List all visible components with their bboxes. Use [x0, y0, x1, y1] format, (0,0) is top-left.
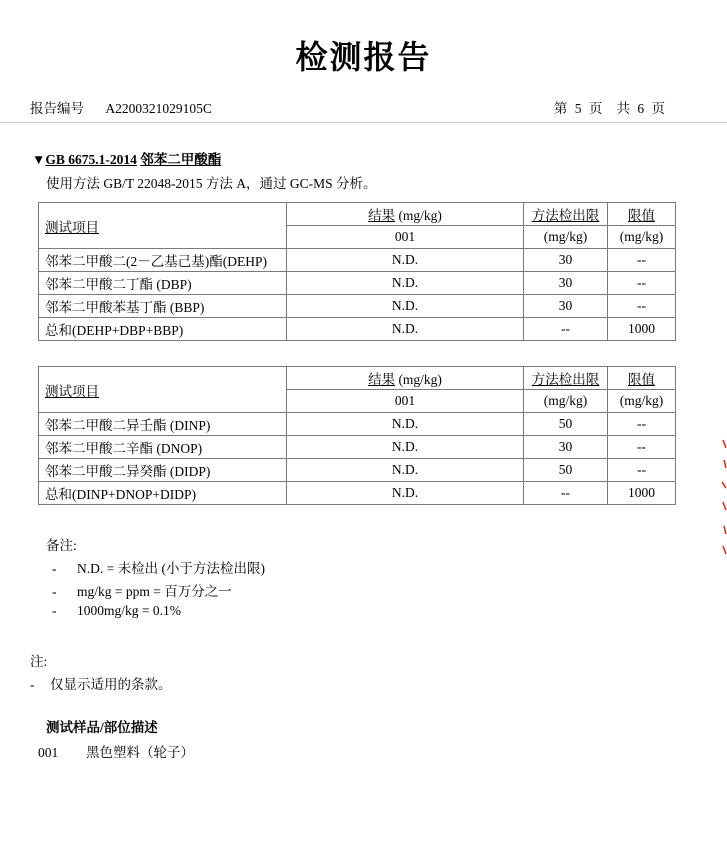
row-limit: --: [608, 295, 676, 318]
section-marker-icon: ▼: [32, 152, 46, 167]
table-row: [39, 459, 676, 482]
header-mdl-unit: (mg/kg): [524, 390, 608, 413]
row-limit: --: [608, 436, 676, 459]
table-row-total: [39, 482, 676, 505]
header-mdl: 方法检出限: [524, 367, 608, 390]
row-mdl: --: [524, 318, 608, 341]
seal-stamp-fragment: [717, 438, 727, 558]
report-number-label: 报告编号: [30, 101, 84, 116]
note-text: mg/kg = ppm = 百万分之一: [77, 584, 232, 599]
section-method: 使用方法 GB/T 22048-2015 方法 A，通过 GC-MS 分析。: [46, 176, 377, 191]
report-number: [30, 97, 212, 117]
row-item: 邻苯二甲酸二辛酯 (DNOP): [39, 436, 287, 459]
note-text: 1000mg/kg = 0.1%: [77, 603, 181, 618]
row-mdl: 30: [524, 295, 608, 318]
header-result: 结果 (mg/kg): [287, 367, 524, 390]
header-limit-unit: (mg/kg): [608, 390, 676, 413]
header-sample-id: 001: [287, 390, 524, 413]
row-limit: --: [608, 459, 676, 482]
remark-dash: -: [30, 677, 35, 692]
row-result: N.D.: [287, 295, 524, 318]
notes-title: 备注:: [46, 538, 77, 553]
section-standard: GB 6675.1-2014: [45, 152, 137, 167]
page-prefix: 第: [553, 101, 568, 116]
sample-id: 001: [38, 745, 59, 760]
page-total-prefix: 共: [616, 101, 630, 116]
sample-row: [38, 741, 194, 761]
row-item: 总和(DEHP+DBP+BBP): [39, 318, 287, 341]
row-mdl: 30: [524, 272, 608, 295]
report-title: 检测报告: [295, 38, 432, 76]
note-dash: -: [52, 584, 57, 599]
row-result: N.D.: [287, 318, 524, 341]
note-dash: -: [52, 561, 57, 576]
row-mdl: --: [524, 482, 608, 505]
row-item: 邻苯二甲酸二异壬酯 (DINP): [39, 413, 287, 436]
remark-item: [30, 673, 172, 693]
header-limit-unit: (mg/kg): [608, 226, 676, 249]
row-mdl: 30: [524, 436, 608, 459]
row-item: 邻苯二甲酸二异癸酯 (DIDP): [39, 459, 287, 482]
report-number-value: A2200321029105C: [105, 101, 212, 116]
note-item: [52, 557, 265, 577]
table-row: [39, 436, 676, 459]
row-result: N.D.: [287, 249, 524, 272]
page-indicator: [552, 97, 667, 117]
table-row-total: [39, 318, 676, 341]
results-table-1: [38, 202, 676, 341]
table-row: [39, 272, 676, 295]
row-result: N.D.: [287, 413, 524, 436]
page-total-unit: 页: [651, 101, 665, 116]
section-name: 邻苯二甲酸酯: [140, 152, 222, 167]
note-dash: -: [52, 603, 57, 618]
note-item: [52, 580, 232, 600]
section-heading: [32, 148, 221, 168]
row-limit: --: [608, 272, 676, 295]
header-mdl: 方法检出限: [524, 203, 608, 226]
row-mdl: 30: [524, 249, 608, 272]
note-text: N.D. = 未检出 (小于方法检出限): [77, 561, 265, 576]
header-result: 结果 (mg/kg): [287, 203, 524, 226]
row-result: N.D.: [287, 482, 524, 505]
row-item: 邻苯二甲酸二(2－乙基己基)酯(DEHP): [39, 249, 287, 272]
header-item: 测试项目: [39, 367, 287, 413]
row-result: N.D.: [287, 436, 524, 459]
row-limit: --: [608, 249, 676, 272]
header-sample-id: 001: [287, 226, 524, 249]
header-mdl-unit: (mg/kg): [524, 226, 608, 249]
row-mdl: 50: [524, 459, 608, 482]
table-row: [39, 295, 676, 318]
header-limit: 限值: [608, 367, 676, 390]
header-limit: 限值: [608, 203, 676, 226]
row-limit: 1000: [608, 482, 676, 505]
sample-description: 黑色塑料（轮子）: [86, 745, 194, 760]
remark-text: 仅显示适用的条款。: [50, 677, 172, 692]
row-limit: --: [608, 413, 676, 436]
page-total: 6: [637, 101, 645, 116]
page-unit: 页: [588, 101, 603, 116]
header-item: 测试项目: [39, 203, 287, 249]
row-limit: 1000: [608, 318, 676, 341]
row-item: 总和(DINP+DNOP+DIDP): [39, 482, 287, 505]
table-row: [39, 413, 676, 436]
table-row: [39, 249, 676, 272]
row-item: 邻苯二甲酸苯基丁酯 (BBP): [39, 295, 287, 318]
results-table-2: [38, 366, 676, 505]
header-divider: [0, 122, 727, 123]
row-item: 邻苯二甲酸二丁酯 (DBP): [39, 272, 287, 295]
row-mdl: 50: [524, 413, 608, 436]
sample-title: 测试样品/部位描述: [46, 720, 158, 735]
page-current: 5: [574, 101, 582, 116]
row-result: N.D.: [287, 272, 524, 295]
remark-title: 注:: [30, 654, 48, 669]
note-item: [52, 603, 181, 619]
row-result: N.D.: [287, 459, 524, 482]
